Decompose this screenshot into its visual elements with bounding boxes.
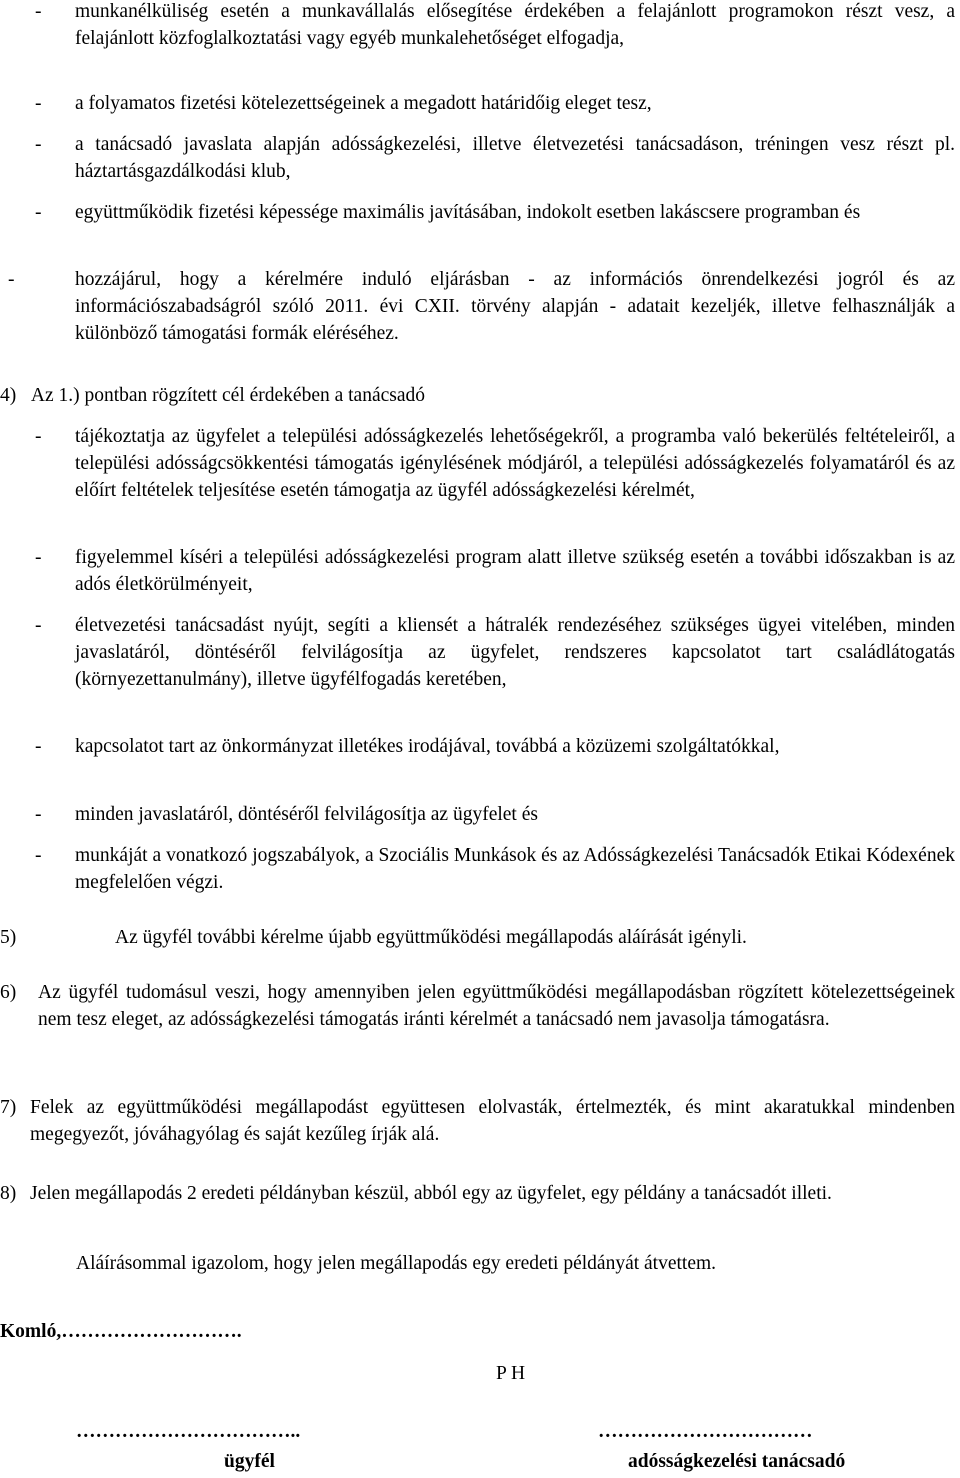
numbered-point — [0, 1180, 955, 1207]
list-item-text: munkáját a vonatkozó jogszabályok, a Szociális Munkások és az Adósságkezelési Tanácsadók Etikai Kódexének megfelelően végzi. — [75, 845, 955, 893]
point-number: 6) — [0, 982, 17, 1003]
bullet-dash: - — [35, 547, 42, 568]
list-item-text: a tanácsadó javaslata alapján adósságkezelési, illetve életvezetési tanácsadáson, tréningen vesz részt pl. háztartásgazdálkodási klub, — [75, 134, 955, 182]
point-number: 7) — [0, 1097, 17, 1118]
section-4-heading: 4) Az 1.) pontban rögzített cél érdekében a tanácsadó — [0, 385, 426, 406]
list-item — [0, 423, 955, 504]
numbered-point — [0, 1094, 955, 1148]
list-item-text: kapcsolatot tart az önkormányzat illetékes irodájával, továbbá a közüzemi szolgáltatókkal, — [75, 736, 780, 757]
bullet-dash: - — [35, 1, 42, 22]
point-number: 5) — [0, 927, 17, 948]
list-item-text: hozzájárul, hogy a kérelmére induló eljárásban - az információs önrendelkezési jogról és az információszabadságról szóló 2011. évi CXII. törvény alapján - adatait kezeljék, illetve felhasználják a különböző támogatási formák eléréséhez. — [75, 269, 955, 344]
bullet-dash: - — [35, 93, 42, 114]
list-item — [0, 733, 955, 760]
numbered-point — [0, 979, 955, 1033]
list-item-text: együttműködik fizetési képessége maximális javításában, indokolt esetben lakáscsere programban és — [75, 202, 861, 223]
bullet-dash: - — [35, 615, 42, 636]
list-item-text: minden javaslatáról, döntéséről felvilágosítja az ügyfelet és — [75, 804, 538, 825]
confirmation-text: Aláírásommal igazolom, hogy jelen megállapodás egy eredeti példányát átvettem. — [76, 1253, 717, 1274]
point-text: Az ügyfél további kérelme újabb együttműködési megállapodás aláírását igényli. — [115, 927, 747, 948]
signature-label-advisor: adósságkezelési tanácsadó — [628, 1451, 846, 1472]
signature-line-advisor: …………………………… — [598, 1421, 813, 1442]
signature-label-client: ügyfél — [224, 1451, 275, 1472]
list-item — [0, 544, 955, 598]
list-item-text: munkanélküliség esetén a munkavállalás elősegítése érdekében a felajánlott programokon részt vesz, a felajánlott közfoglalkoztatási vagy egyéb munkalehetőséget elfogadja, — [75, 1, 955, 49]
list-item — [0, 131, 955, 185]
bullet-dash: - — [35, 134, 42, 155]
point-text: Az ügyfél tudomásul veszi, hogy amennyiben jelen együttműködési megállapodásban rögzített kötelezettségeinek nem tesz eleget, az adósságkezelési támogatás iránti kérelmét a tanácsadó nem javasolja támogatásra. — [38, 982, 955, 1030]
list-item — [0, 266, 955, 347]
numbered-point — [0, 924, 955, 951]
bullet-dash: - — [35, 804, 42, 825]
list-item-text: életvezetési tanácsadást nyújt, segíti a kliensét a hátralék rendezéséhez szükséges ügyei vitelében, minden javaslatáról, döntéséről felvilágosítja az ügyfelet, rendszeres kapcsolatot tart családlátogatás (környezettanulmány), illetve ügyfélfogadás keretében, — [75, 615, 955, 690]
list-item-text: a folyamatos fizetési kötelezettségeinek a megadott határidőig eleget tesz, — [75, 93, 652, 114]
list-item-text: tájékoztatja az ügyfelet a települési adósságkezelés lehetőségekről, a programba való bekerülés feltételeiről, a települési adósságcsökkentési támogatás igénylésének módjáról, a települési adósságkezelés folyamatáról és az előírt feltételek teljesítése esetén támogatja az ügyfél adósságkezelési kérelmét, — [75, 426, 955, 501]
stamp-mark: P H — [496, 1363, 526, 1384]
signature-line-client: …………………………….. — [76, 1421, 301, 1442]
list-item — [0, 0, 955, 52]
bullet-dash: - — [35, 426, 42, 447]
bullet-dash: - — [8, 269, 15, 290]
list-item — [0, 612, 955, 693]
point-text: Felek az együttműködési megállapodást együttesen elolvasták, értelmezték, és mint akaratukkal mindenben megegyezőt, jóváhagyólag és saját kezűleg írják alá. — [30, 1097, 955, 1145]
list-item — [0, 199, 955, 226]
point-text: Jelen megállapodás 2 eredeti példányban készül, abból egy az ügyfelet, egy példány a tanácsadót illeti. — [30, 1183, 832, 1204]
bullet-dash: - — [35, 845, 42, 866]
list-item — [0, 90, 955, 117]
list-item — [0, 842, 955, 896]
bullet-dash: - — [35, 202, 42, 223]
place-date-line: Komló,………………………. — [0, 1321, 242, 1342]
list-item-text: figyelemmel kíséri a települési adósságkezelési program alatt illetve szükség esetén a további időszakban is az adós életkörülményeit, — [75, 547, 955, 595]
point-number: 8) — [0, 1183, 17, 1204]
list-item — [0, 801, 955, 828]
bullet-dash: - — [35, 736, 42, 757]
